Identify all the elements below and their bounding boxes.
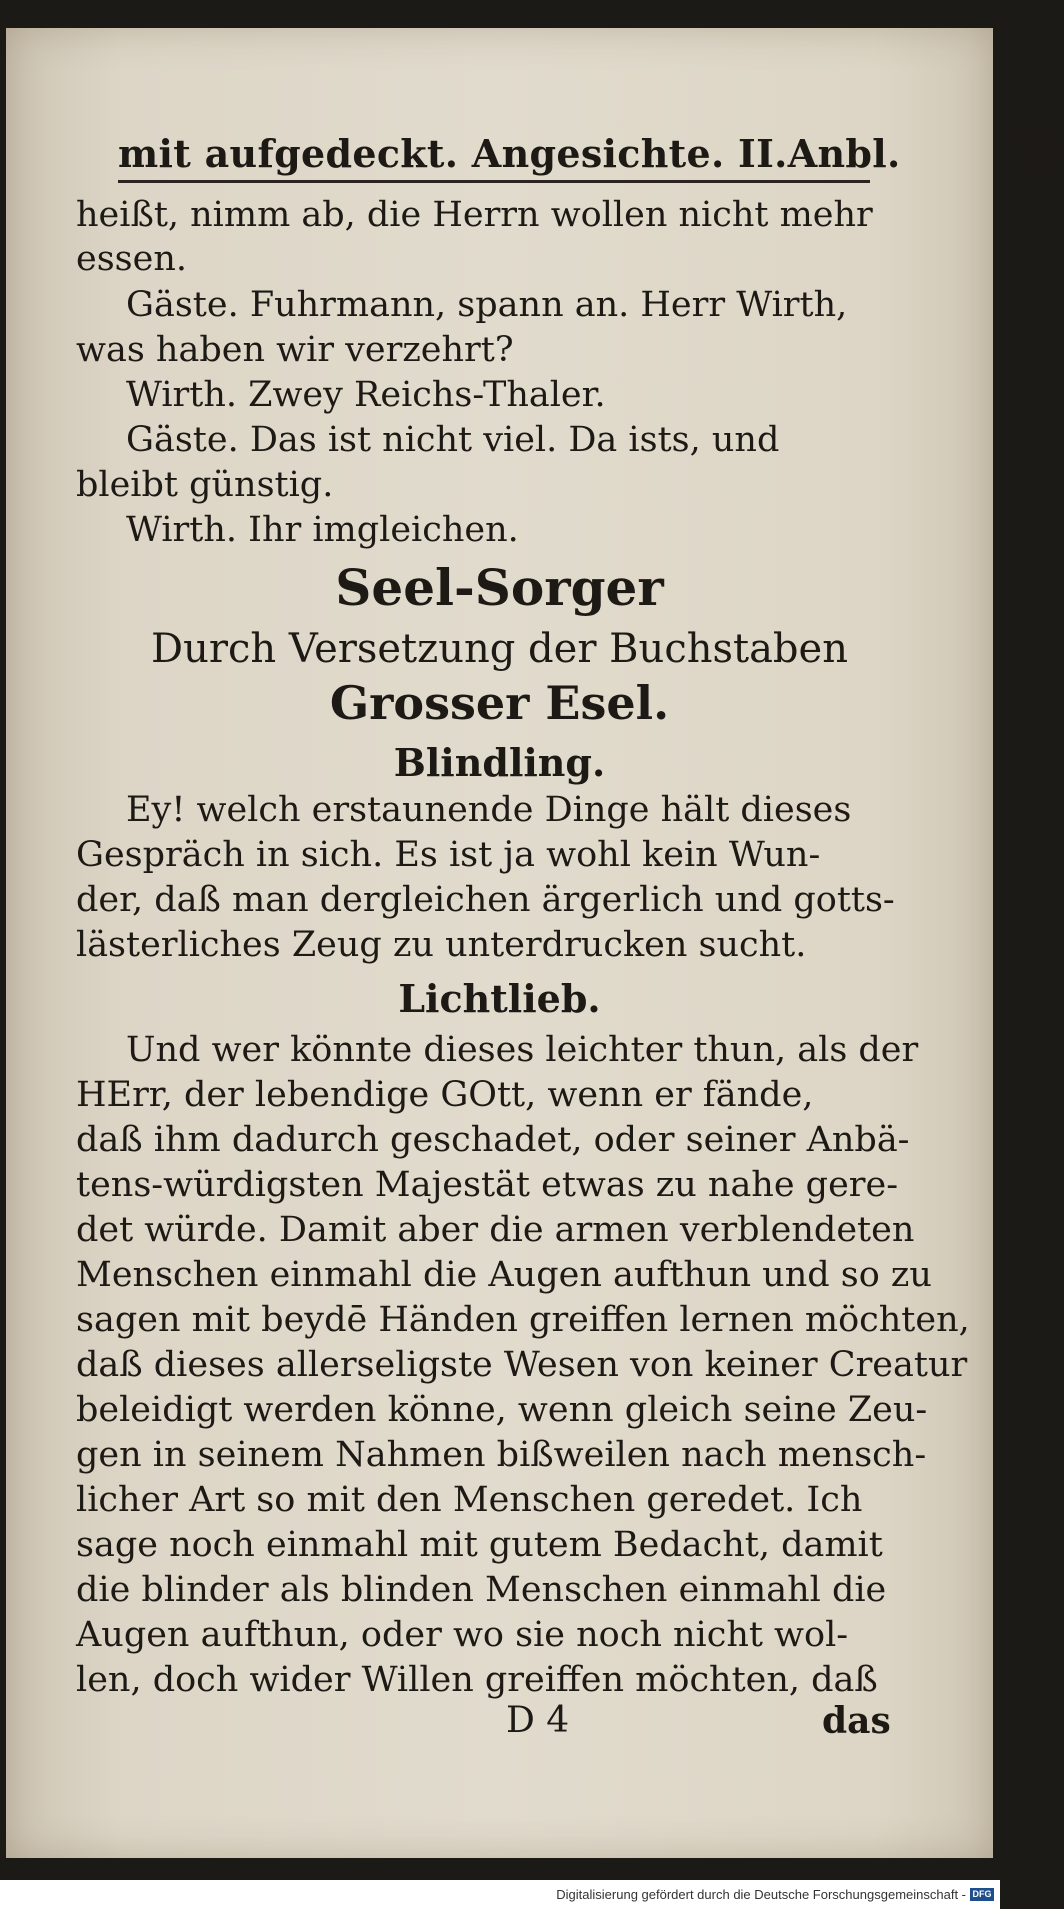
speaker-name: Lichtlieb.	[398, 976, 601, 1021]
body-line: bleibt günstig.	[76, 465, 334, 505]
body-line: Und wer könnte dieses leichter thun, als der	[126, 1030, 919, 1070]
body-line: der, daß man dergleichen ärgerlich und gotts-	[76, 880, 895, 920]
running-header	[118, 131, 1064, 176]
body-line: Gäste. Fuhrmann, spann an. Herr Wirth,	[126, 285, 848, 325]
body-line: Wirth. Zwey Reichs-Thaler.	[126, 375, 606, 415]
credit-bar	[0, 1880, 1000, 1909]
body-line: sage noch einmahl mit gutem Bedacht, damit	[76, 1525, 883, 1565]
header-rule	[118, 180, 870, 183]
body-line: tens-würdigsten Majestät etwas zu nahe gere-	[76, 1165, 899, 1205]
body-line: daß ihm dadurch geschadet, oder seiner Anbä-	[76, 1120, 910, 1160]
body-line: Ey! welch erstaunende Dinge hält dieses	[126, 790, 852, 830]
body-line: licher Art so mit den Menschen geredet. Ich	[76, 1480, 863, 1520]
body-line: daß dieses allerseligste Wesen von keiner Creatur	[76, 1345, 968, 1385]
body-line: Menschen einmahl die Augen aufthun und so zu	[76, 1255, 932, 1295]
credit-text: Digitalisierung gefördert durch die Deutsche Forschungsgemeinschaft -	[556, 1887, 966, 1902]
anagram-heading: Grosser Esel.	[329, 676, 670, 730]
section-heading: Seel-Sorger	[335, 558, 664, 617]
body-line: heißt, nimm ab, die Herrn wollen nicht mehr	[76, 195, 873, 235]
body-line: beleidigt werden könne, wenn gleich seine Zeu-	[76, 1390, 928, 1430]
body-line: die blinder als blinden Menschen einmahl die	[76, 1570, 887, 1610]
body-line: Wirth. Ihr imgleichen.	[126, 510, 519, 550]
catchword: das	[822, 1700, 891, 1742]
body-line: lästerliches Zeug zu unterdrucken sucht.	[76, 925, 807, 965]
signature-mark: D 4	[506, 1700, 570, 1741]
body-line: essen.	[76, 239, 188, 279]
body-line: len, doch wider Willen greiffen möchten, daß	[76, 1660, 878, 1700]
book-page	[6, 28, 1064, 1858]
dfg-logo-icon: DFG	[970, 1888, 994, 1901]
body-line: Gespräch in sich. Es ist ja wohl kein Wun-	[76, 835, 821, 875]
body-line: was haben wir verzehrt?	[76, 330, 514, 370]
body-line: Gäste. Das ist nicht viel. Da ists, und	[126, 420, 780, 460]
section-subheading: Durch Versetzung der Buchstaben	[151, 626, 848, 672]
body-line: HErr, der lebendige GOtt, wenn er fände,	[76, 1075, 814, 1115]
page-number: 55	[1010, 131, 1064, 176]
body-line: sagen mit beydē Händen greiffen lernen möchten,	[76, 1300, 970, 1340]
body-line: det würde. Damit aber die armen verblendeten	[76, 1210, 915, 1250]
header-title: mit aufgedeckt. Angesichte. II.Anbl.	[118, 131, 901, 176]
body-line: Augen aufthun, oder wo sie noch nicht wol-	[76, 1615, 849, 1655]
speaker-name: Blindling.	[393, 740, 606, 785]
body-line: gen in seinem Nahmen bißweilen nach mensch-	[76, 1435, 927, 1475]
